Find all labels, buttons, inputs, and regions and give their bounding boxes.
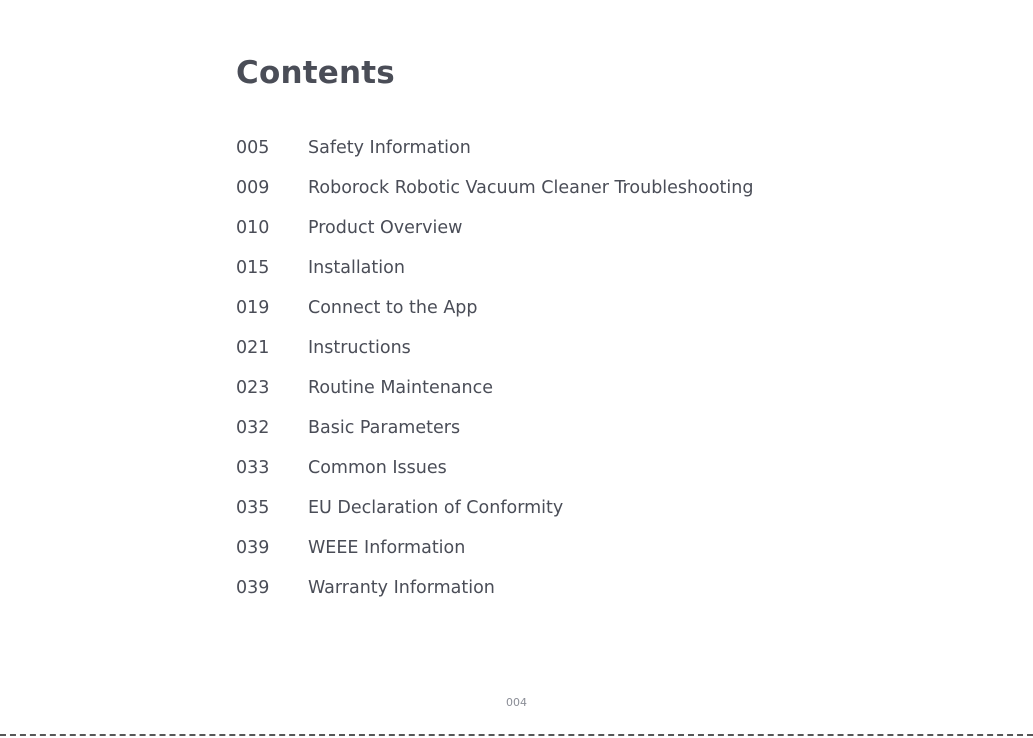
toc-entry-title: Installation xyxy=(308,258,405,278)
toc-entry-title: Routine Maintenance xyxy=(308,378,494,398)
toc-entry-title: Roborock Robotic Vacuum Cleaner Troubleshooting xyxy=(308,178,754,198)
toc-entry-weee-information[interactable] xyxy=(236,528,753,568)
toc-page-number: 033 xyxy=(236,458,270,478)
toc-entry-product-overview[interactable] xyxy=(236,208,753,248)
toc-entry-installation[interactable] xyxy=(236,248,753,288)
toc-entry-title: Connect to the App xyxy=(308,298,478,318)
toc-page-number: 010 xyxy=(236,218,270,238)
toc-page-number: 023 xyxy=(236,378,270,398)
toc-entry-instructions[interactable] xyxy=(236,328,753,368)
toc-entry-connect-app[interactable] xyxy=(236,288,753,328)
toc-entry-eu-declaration[interactable] xyxy=(236,488,753,528)
page-title: Contents xyxy=(236,55,395,91)
toc-entry-title: Common Issues xyxy=(308,458,447,478)
toc-page-number: 015 xyxy=(236,258,270,278)
toc-page-number: 019 xyxy=(236,298,270,318)
toc-entry-common-issues[interactable] xyxy=(236,448,753,488)
toc-entry-title: Instructions xyxy=(308,338,411,358)
page-number: 004 xyxy=(506,696,527,709)
toc-entry-title: Product Overview xyxy=(308,218,463,238)
toc-page-number: 009 xyxy=(236,178,270,198)
toc-page-number: 035 xyxy=(236,498,270,518)
toc-entry-safety-information[interactable] xyxy=(236,128,753,168)
toc-page-number: 039 xyxy=(236,578,270,598)
toc-page-number: 021 xyxy=(236,338,270,358)
toc-page-number: 032 xyxy=(236,418,270,438)
toc-entry-title: EU Declaration of Conformity xyxy=(308,498,564,518)
toc-entry-title: WEEE Information xyxy=(308,538,466,558)
toc-entry-title: Warranty Information xyxy=(308,578,495,598)
bottom-divider xyxy=(0,734,1033,736)
toc-page-number: 039 xyxy=(236,538,270,558)
toc-entry-title: Basic Parameters xyxy=(308,418,461,438)
toc-page-number: 005 xyxy=(236,138,270,158)
toc-entry-troubleshooting[interactable] xyxy=(236,168,753,208)
toc-entry-warranty-information[interactable] xyxy=(236,568,753,608)
toc-entry-basic-parameters[interactable] xyxy=(236,408,753,448)
table-of-contents xyxy=(236,128,753,608)
toc-entry-routine-maintenance[interactable] xyxy=(236,368,753,408)
toc-entry-title: Safety Information xyxy=(308,138,471,158)
